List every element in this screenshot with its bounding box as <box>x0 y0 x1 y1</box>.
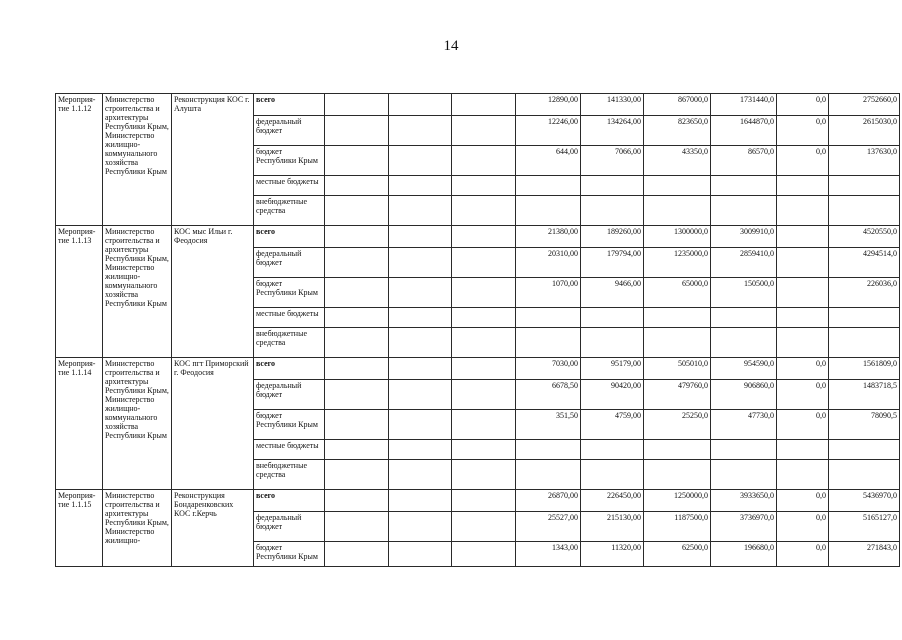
value-cell: 0,0 <box>777 94 829 116</box>
executor: Министерство строительства и архитектуры Республики Крым, Министерство жилищно- <box>103 490 172 567</box>
value-cell: 78090,5 <box>829 410 900 440</box>
value-cell: 65000,0 <box>644 278 711 308</box>
value-cell: 95179,00 <box>581 358 644 380</box>
funding-source: всего <box>254 94 325 116</box>
value-cell: 21380,00 <box>516 226 581 248</box>
value-cell: 1731440,0 <box>711 94 777 116</box>
value-cell: 1235000,0 <box>644 248 711 278</box>
value-cell <box>777 460 829 490</box>
value-cell <box>581 176 644 196</box>
value-cell: 5436970,0 <box>829 490 900 512</box>
value-cell: 479760,0 <box>644 380 711 410</box>
value-cell: 1343,00 <box>516 542 581 567</box>
value-cell: 2752660,0 <box>829 94 900 116</box>
value-cell <box>581 440 644 460</box>
funding-source: всего <box>254 490 325 512</box>
empty-cell <box>325 226 389 248</box>
value-cell: 62500,0 <box>644 542 711 567</box>
empty-cell <box>325 410 389 440</box>
value-cell <box>777 278 829 308</box>
value-cell <box>777 440 829 460</box>
value-cell: 11320,00 <box>581 542 644 567</box>
funding-source: всего <box>254 358 325 380</box>
empty-cell <box>452 328 516 358</box>
value-cell: 271843,0 <box>829 542 900 567</box>
value-cell <box>829 460 900 490</box>
value-cell <box>644 176 711 196</box>
empty-cell <box>325 176 389 196</box>
value-cell <box>711 440 777 460</box>
value-cell <box>777 226 829 248</box>
funding-source: федеральный бюджет <box>254 380 325 410</box>
table-row <box>56 94 900 116</box>
value-cell: 25250,0 <box>644 410 711 440</box>
funding-source: бюджет Республики Крым <box>254 542 325 567</box>
value-cell: 141330,00 <box>581 94 644 116</box>
value-cell <box>711 308 777 328</box>
empty-cell <box>325 94 389 116</box>
empty-cell <box>325 380 389 410</box>
funding-source: всего <box>254 226 325 248</box>
value-cell <box>711 176 777 196</box>
table-row <box>56 226 900 248</box>
value-cell <box>829 176 900 196</box>
empty-cell <box>452 380 516 410</box>
value-cell: 4294514,0 <box>829 248 900 278</box>
value-cell: 7030,00 <box>516 358 581 380</box>
object-name: Реконструкция Бондаренковских КОС г.Керчь <box>172 490 254 567</box>
empty-cell <box>452 358 516 380</box>
value-cell: 867000,0 <box>644 94 711 116</box>
value-cell: 7066,00 <box>581 146 644 176</box>
value-cell <box>581 460 644 490</box>
value-cell <box>829 308 900 328</box>
empty-cell <box>325 440 389 460</box>
empty-cell <box>325 358 389 380</box>
funding-source: местные бюджеты <box>254 308 325 328</box>
value-cell <box>777 196 829 226</box>
object-name: КОС мыс Ильи г. Феодосия <box>172 226 254 358</box>
empty-cell <box>389 176 452 196</box>
value-cell <box>711 328 777 358</box>
value-cell <box>644 308 711 328</box>
value-cell <box>644 460 711 490</box>
empty-cell <box>452 226 516 248</box>
value-cell <box>644 328 711 358</box>
value-cell: 9466,00 <box>581 278 644 308</box>
empty-cell <box>325 512 389 542</box>
value-cell: 1187500,0 <box>644 512 711 542</box>
empty-cell <box>389 146 452 176</box>
empty-cell <box>325 248 389 278</box>
value-cell: 2859410,0 <box>711 248 777 278</box>
empty-cell <box>452 440 516 460</box>
value-cell: 823650,0 <box>644 116 711 146</box>
value-cell: 150500,0 <box>711 278 777 308</box>
empty-cell <box>452 410 516 440</box>
empty-cell <box>452 490 516 512</box>
empty-cell <box>452 248 516 278</box>
value-cell: 26870,00 <box>516 490 581 512</box>
value-cell: 4520550,0 <box>829 226 900 248</box>
empty-cell <box>325 490 389 512</box>
value-cell: 906860,0 <box>711 380 777 410</box>
value-cell <box>516 176 581 196</box>
empty-cell <box>452 542 516 567</box>
value-cell: 226450,00 <box>581 490 644 512</box>
empty-cell <box>452 196 516 226</box>
value-cell: 351,50 <box>516 410 581 440</box>
value-cell: 47730,0 <box>711 410 777 440</box>
empty-cell <box>452 116 516 146</box>
value-cell <box>516 196 581 226</box>
funding-source: местные бюджеты <box>254 440 325 460</box>
empty-cell <box>452 94 516 116</box>
value-cell: 1644870,0 <box>711 116 777 146</box>
value-cell: 505010,0 <box>644 358 711 380</box>
empty-cell <box>389 410 452 440</box>
funding-source: внебюджетные средства <box>254 196 325 226</box>
value-cell: 1561809,0 <box>829 358 900 380</box>
value-cell: 0,0 <box>777 512 829 542</box>
value-cell <box>516 440 581 460</box>
value-cell <box>644 196 711 226</box>
value-cell: 954590,0 <box>711 358 777 380</box>
empty-cell <box>389 308 452 328</box>
value-cell <box>777 176 829 196</box>
value-cell: 0,0 <box>777 116 829 146</box>
value-cell: 25527,00 <box>516 512 581 542</box>
empty-cell <box>325 460 389 490</box>
value-cell: 179794,00 <box>581 248 644 278</box>
value-cell: 4759,00 <box>581 410 644 440</box>
empty-cell <box>389 380 452 410</box>
value-cell <box>829 328 900 358</box>
empty-cell <box>389 116 452 146</box>
value-cell <box>777 308 829 328</box>
funding-source: бюджет Республики Крым <box>254 278 325 308</box>
empty-cell <box>325 308 389 328</box>
value-cell: 3009910,0 <box>711 226 777 248</box>
value-cell: 12246,00 <box>516 116 581 146</box>
funding-source: федеральный бюджет <box>254 512 325 542</box>
empty-cell <box>325 196 389 226</box>
value-cell: 0,0 <box>777 380 829 410</box>
value-cell: 43350,0 <box>644 146 711 176</box>
value-cell: 3933650,0 <box>711 490 777 512</box>
empty-cell <box>325 278 389 308</box>
empty-cell <box>389 196 452 226</box>
value-cell <box>516 460 581 490</box>
object-name: Реконструкция КОС г. Алушта <box>172 94 254 226</box>
empty-cell <box>389 226 452 248</box>
table-row <box>56 490 900 512</box>
empty-cell <box>389 94 452 116</box>
value-cell <box>516 308 581 328</box>
value-cell: 0,0 <box>777 358 829 380</box>
value-cell <box>516 328 581 358</box>
value-cell: 0,0 <box>777 410 829 440</box>
value-cell: 20310,00 <box>516 248 581 278</box>
value-cell: 0,0 <box>777 490 829 512</box>
empty-cell <box>389 248 452 278</box>
value-cell: 0,0 <box>777 146 829 176</box>
value-cell <box>644 440 711 460</box>
value-cell: 86570,0 <box>711 146 777 176</box>
value-cell <box>711 196 777 226</box>
value-cell: 1300000,0 <box>644 226 711 248</box>
value-cell <box>581 328 644 358</box>
value-cell: 0,0 <box>777 542 829 567</box>
value-cell <box>777 328 829 358</box>
funding-source: федеральный бюджет <box>254 248 325 278</box>
value-cell: 1483718,5 <box>829 380 900 410</box>
empty-cell <box>452 460 516 490</box>
empty-cell <box>452 308 516 328</box>
value-cell: 644,00 <box>516 146 581 176</box>
empty-cell <box>389 460 452 490</box>
funding-source: бюджет Республики Крым <box>254 146 325 176</box>
funding-source: внебюджетные средства <box>254 460 325 490</box>
empty-cell <box>452 278 516 308</box>
value-cell: 5165127,0 <box>829 512 900 542</box>
empty-cell <box>452 146 516 176</box>
value-cell: 3736970,0 <box>711 512 777 542</box>
empty-cell <box>325 328 389 358</box>
value-cell <box>711 460 777 490</box>
value-cell: 196680,0 <box>711 542 777 567</box>
measure-id: Мероприя- тие 1.1.15 <box>56 490 103 567</box>
value-cell: 189260,00 <box>581 226 644 248</box>
empty-cell <box>325 146 389 176</box>
value-cell: 226036,0 <box>829 278 900 308</box>
value-cell: 134264,00 <box>581 116 644 146</box>
funding-source: федеральный бюджет <box>254 116 325 146</box>
value-cell: 137630,0 <box>829 146 900 176</box>
value-cell: 215130,00 <box>581 512 644 542</box>
empty-cell <box>389 490 452 512</box>
empty-cell <box>325 542 389 567</box>
empty-cell <box>389 358 452 380</box>
value-cell <box>581 308 644 328</box>
funding-source: местные бюджеты <box>254 176 325 196</box>
funding-source: внебюджетные средства <box>254 328 325 358</box>
executor: Министерство строительства и архитектуры Республики Крым, Министерство жилищно-коммунального хозяйства Республики Крым <box>103 94 172 226</box>
measure-id: Мероприя- тие 1.1.14 <box>56 358 103 490</box>
value-cell: 90420,00 <box>581 380 644 410</box>
value-cell <box>829 196 900 226</box>
empty-cell <box>325 116 389 146</box>
executor: Министерство строительства и архитектуры Республики Крым, Министерство жилищно-коммунального хозяйства Республики Крым <box>103 226 172 358</box>
value-cell: 1070,00 <box>516 278 581 308</box>
empty-cell <box>389 440 452 460</box>
value-cell <box>581 196 644 226</box>
value-cell <box>829 440 900 460</box>
value-cell: 1250000,0 <box>644 490 711 512</box>
empty-cell <box>389 542 452 567</box>
measure-id: Мероприя- тие 1.1.13 <box>56 226 103 358</box>
value-cell: 12890,00 <box>516 94 581 116</box>
value-cell: 2615030,0 <box>829 116 900 146</box>
empty-cell <box>389 278 452 308</box>
value-cell <box>777 248 829 278</box>
budget-table <box>55 93 900 567</box>
funding-source: бюджет Республики Крым <box>254 410 325 440</box>
empty-cell <box>452 176 516 196</box>
empty-cell <box>389 512 452 542</box>
empty-cell <box>389 328 452 358</box>
executor: Министерство строительства и архитектуры Республики Крым, Министерство жилищно-коммунального хозяйства Республики Крым <box>103 358 172 490</box>
measure-id: Мероприя- тие 1.1.12 <box>56 94 103 226</box>
value-cell: 6678,50 <box>516 380 581 410</box>
page-number: 14 <box>443 38 459 54</box>
object-name: КОС пгт Приморский г. Феодосия <box>172 358 254 490</box>
table-row <box>56 358 900 380</box>
empty-cell <box>452 512 516 542</box>
